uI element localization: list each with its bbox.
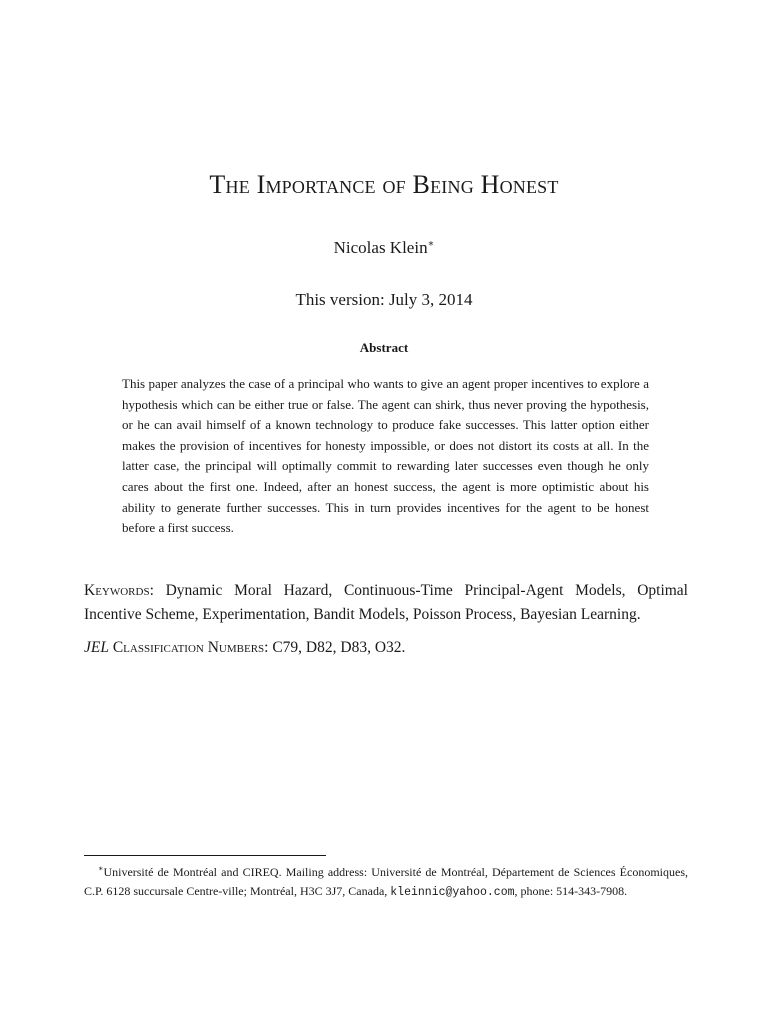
- footnote-text-phone: , phone: 514-343-7908.: [514, 884, 628, 898]
- footnote-divider: [84, 855, 326, 856]
- author-line: [0, 238, 768, 258]
- author-footnote-mark: ∗: [427, 238, 435, 250]
- footnote: [84, 859, 688, 902]
- footnote-email: kleinnic@yahoo.com: [390, 886, 515, 899]
- footnote-text-affiliation: Université de Montréal and CIREQ. Mailing address: Université de Montréal, Département de Sciences Économiques, C.P. 6128 succursale Centre-ville; Montréal, H3C 3J7, Canada,: [84, 865, 688, 898]
- jel-label-italic: JEL: [84, 639, 109, 656]
- author-name: Nicolas Klein: [333, 238, 428, 257]
- jel-label: Classification Numbers:: [112, 639, 269, 656]
- paper-title: The Importance of Being Honest: [209, 170, 559, 199]
- keywords-paragraph: [84, 579, 688, 627]
- jel-codes: C79, D82, D83, O32.: [272, 639, 406, 656]
- keywords-label: Keywords:: [84, 582, 154, 599]
- abstract-heading: Abstract: [359, 340, 409, 355]
- keywords-text: Dynamic Moral Hazard, Continuous-Time Principal-Agent Models, Optimal Incentive Scheme, Experimentation, Bandit Models, Poisson Process, Bayesian Learning.: [84, 582, 688, 623]
- abstract-body: This paper analyzes the case of a principal who wants to give an agent proper incentives to explore a hypothesis which can be either true or false. The agent can shirk, thus never proving the hypothesis, or he can avail himself of a known technology to produce fake successes. This latter option either makes the provision of incentives for honesty impossible, or does not distort its costs at all. In the latter case, the principal will optimally commit to rewarding later successes even though he only cares about the first one. Indeed, after an honest success, the agent is more optimistic about his ability to generate further successes. This in turn provides incentives for the agent to be honest before a first success.: [122, 376, 649, 536]
- jel-paragraph: [84, 636, 688, 660]
- footnote-mark: ∗: [98, 864, 104, 873]
- version-date: This version: July 3, 2014: [295, 290, 473, 309]
